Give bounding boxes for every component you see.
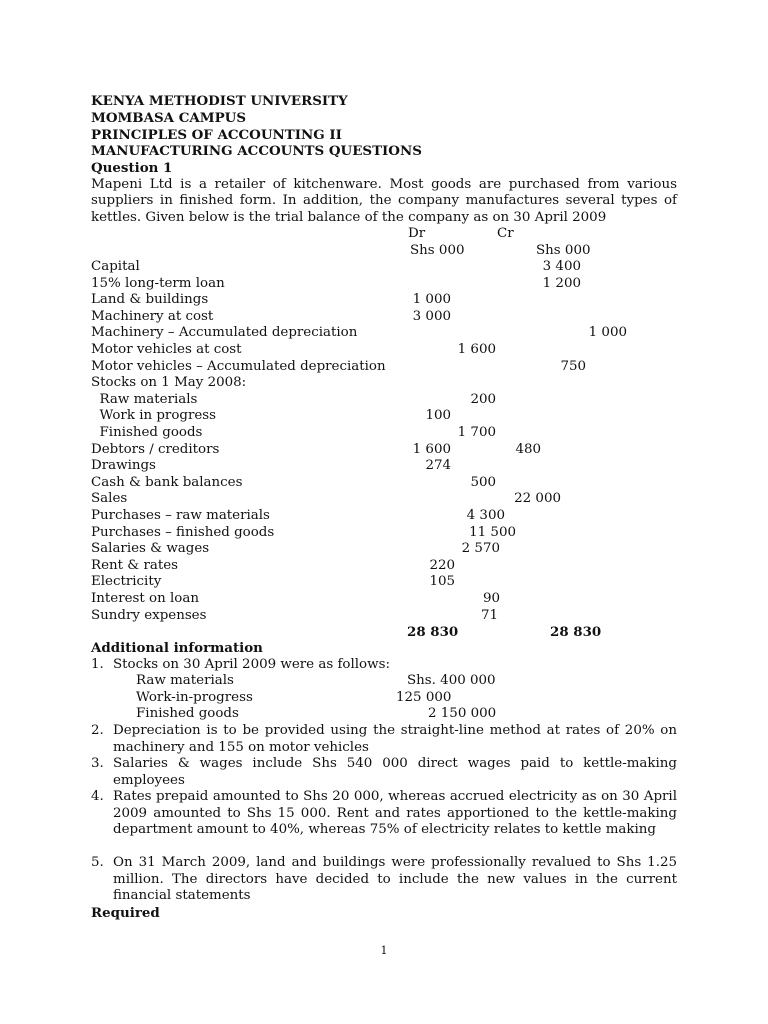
row-label: 15% long-term loan <box>91 275 225 291</box>
trial-balance-row <box>91 425 691 441</box>
trial-balance-row <box>91 259 691 275</box>
item-number: 3. <box>91 756 104 771</box>
trial-balance-row <box>91 392 691 408</box>
row-dr-amount: 220 <box>429 557 455 573</box>
stock-wip-value: 125 000 <box>396 690 452 705</box>
row-dr-amount: 274 <box>425 458 451 474</box>
row-label: Capital <box>91 259 140 274</box>
row-label: Interest on loan <box>91 591 199 606</box>
trial-balance-row <box>91 309 691 325</box>
trial-balance-row <box>91 276 691 292</box>
item-text: Rates prepaid amounted to Shs 20 000, whereas accrued electricity as on 30 April 2009 amounted to Shs 15 000. Rent and rates apportioned to the kettle-making department amount to 40%, whereas 75% of electricity relates to kettle making <box>113 789 677 837</box>
stock-raw-materials-label: Raw materials <box>136 673 234 688</box>
row-label: Motor vehicles at cost <box>91 342 242 357</box>
cr-column-header: Cr <box>497 226 514 241</box>
item-text: On 31 March 2009, land and buildings were professionally revalued to Shs 1.25 million. The directors have decided to include the new values in the current financial statements <box>113 855 677 903</box>
item-text: Stocks on 30 April 2009 were as follows: <box>113 657 390 672</box>
trial-balance-row <box>91 359 691 375</box>
row-label: Raw materials <box>91 391 198 407</box>
campus-heading: MOMBASA CAMPUS <box>91 110 247 126</box>
trial-balance-row <box>91 458 691 474</box>
required-heading: Required <box>91 905 160 921</box>
row-label: Stocks on 1 May 2008: <box>91 375 247 391</box>
row-label: Purchases – finished goods <box>91 524 275 540</box>
row-label: Machinery – Accumulated depreciation <box>91 325 358 341</box>
row-cr-amount: 480 <box>515 441 541 457</box>
row-dr-amount: 500 <box>470 474 496 490</box>
trial-balance-row <box>91 292 691 308</box>
stock-wip-label: Work-in-progress <box>136 690 253 705</box>
item-number: 1. <box>91 657 104 672</box>
trial-balance-row <box>91 558 691 574</box>
total-dr: 28 830 <box>407 624 459 640</box>
question-heading: Question 1 <box>91 160 173 176</box>
item-number: 5. <box>91 855 104 870</box>
row-label: Land & buildings <box>91 292 209 308</box>
row-dr-amount: 1 600 <box>412 441 451 457</box>
row-label: Machinery at cost <box>91 308 214 324</box>
row-dr-amount: 1 000 <box>412 292 451 308</box>
item-number: 4. <box>91 789 104 804</box>
trial-balance-row <box>91 574 691 590</box>
row-cr-amount: 22 000 <box>514 491 561 507</box>
trial-balance-row <box>91 608 691 624</box>
trial-balance-row <box>91 342 691 358</box>
row-label: Salaries & wages <box>91 541 210 557</box>
trial-balance-row <box>91 408 691 424</box>
intro-line-3: kettles. Given below is the trial balance of the company as on 30 April 2009 <box>91 210 607 225</box>
dr-column-header: Dr <box>408 226 426 241</box>
trial-balance-row <box>91 442 691 458</box>
row-label: Sales <box>91 491 128 507</box>
row-cr-amount: 1 000 <box>588 325 627 341</box>
intro-line-1: Mapeni Ltd is a retailer of kitchenware. Most goods are purchased from various <box>91 177 677 192</box>
row-dr-amount: 1 600 <box>457 342 496 357</box>
trial-balance-row <box>91 525 691 541</box>
row-label: Debtors / creditors <box>91 441 220 457</box>
row-cr-amount: 3 400 <box>542 259 581 274</box>
row-dr-amount: 1 700 <box>457 425 496 440</box>
row-label: Finished goods <box>91 425 203 440</box>
stock-raw-materials-value: Shs. 400 000 <box>407 673 496 688</box>
intro-line-2: suppliers in finished form. In addition, the company manufactures several types of <box>91 193 677 208</box>
row-label: Motor vehicles – Accumulated depreciation <box>91 358 386 374</box>
row-label: Electricity <box>91 574 162 590</box>
row-label: Rent & rates <box>91 557 179 573</box>
page-number: 1 <box>380 944 388 957</box>
row-cr-amount: 750 <box>560 358 586 374</box>
row-dr-amount: 2 570 <box>461 541 500 557</box>
trial-balance-row <box>91 491 691 507</box>
row-dr-amount: 71 <box>480 607 498 623</box>
row-dr-amount: 90 <box>482 591 500 606</box>
stock-finished-value: 2 150 000 <box>428 706 497 721</box>
item-text: Depreciation is to be provided using the straight-line method at rates of 20% on machinery and 155 on motor vehicles <box>113 723 677 755</box>
trial-balance-row <box>91 325 691 341</box>
row-dr-amount: 200 <box>470 391 496 407</box>
row-dr-amount: 3 000 <box>412 308 451 324</box>
trial-balance-row <box>91 508 691 524</box>
dr-unit-header: Shs 000 <box>410 243 465 258</box>
total-cr: 28 830 <box>550 624 602 640</box>
cr-unit-header: Shs 000 <box>536 243 591 258</box>
row-dr-amount: 11 500 <box>469 524 516 540</box>
item-text: Salaries & wages include Shs 540 000 direct wages paid to kettle-making employees <box>113 756 677 788</box>
row-dr-amount: 100 <box>425 408 451 424</box>
stock-finished-label: Finished goods <box>136 706 239 721</box>
trial-balance-row <box>91 375 691 391</box>
topic-heading: MANUFACTURING ACCOUNTS QUESTIONS <box>91 143 422 159</box>
row-dr-amount: 4 300 <box>466 508 505 523</box>
row-label: Work in progress <box>91 408 217 424</box>
row-label: Sundry expenses <box>91 607 207 623</box>
trial-balance-row <box>91 475 691 491</box>
row-cr-amount: 1 200 <box>542 275 581 291</box>
course-heading: PRINCIPLES OF ACCOUNTING II <box>91 127 342 143</box>
row-label: Cash & bank balances <box>91 474 243 490</box>
additional-info-heading: Additional information <box>91 640 263 656</box>
trial-balance-row <box>91 541 691 557</box>
row-label: Drawings <box>91 458 156 474</box>
item-number: 2. <box>91 723 104 738</box>
university-heading: KENYA METHODIST UNIVERSITY <box>91 93 348 109</box>
row-dr-amount: 105 <box>429 574 455 590</box>
trial-balance-row <box>91 591 691 607</box>
row-label: Purchases – raw materials <box>91 508 270 523</box>
